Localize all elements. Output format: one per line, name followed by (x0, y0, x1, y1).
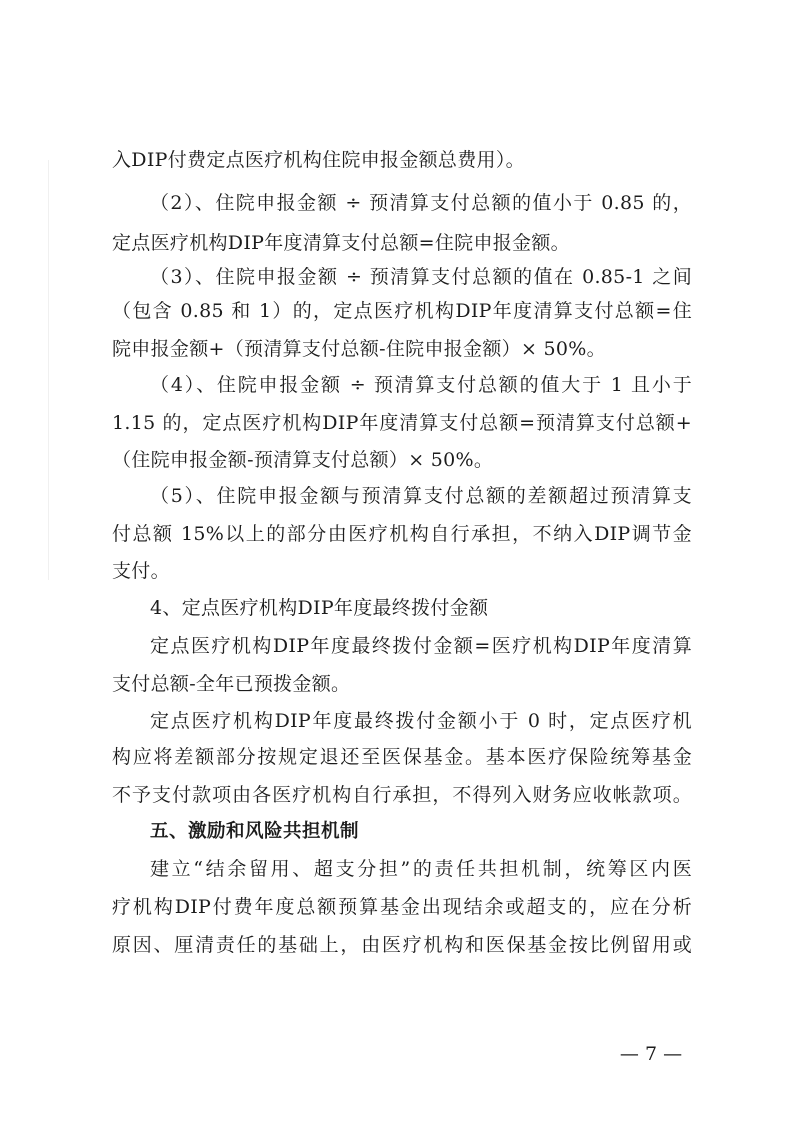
text-line: 入DIP付费定点医疗机构住院申报金额总费用）。 (112, 149, 525, 171)
page-number: — 7 — (619, 1043, 683, 1065)
text-line: （住院申报金额-预清算支付总额）× 50%。 (112, 449, 494, 471)
text-line: 疗机构DIP付费年度总额预算基金出现结余或超支的，应在分析 (112, 896, 692, 918)
text-line: （3）、住院申报金额 ÷ 预清算支付总额的值在 0.85-1 之间 (150, 266, 692, 288)
text-line: 建立“结余留用、超支分担”的责任共担机制，统筹区内医 (150, 858, 692, 880)
text-line: 构应将差额部分按规定退还至医保基金。基本医疗保险统筹基金 (112, 746, 692, 768)
text-line: （5）、住院申报金额与预清算支付总额的差额超过预清算支 (150, 485, 692, 507)
text-line: 支付总额-全年已预拨金额。 (112, 673, 351, 695)
text-line: 定点医疗机构DIP年度最终拨付金额小于 0 时，定点医疗机 (150, 710, 692, 732)
text-line: 支付。 (112, 560, 170, 582)
text-line: 定点医疗机构DIP年度清算支付总额=住院申报金额。 (112, 232, 570, 254)
text-line: 院申报金额+（预清算支付总额-住院申报金额）× 50%。 (112, 338, 606, 360)
text-line: （2）、住院申报金额 ÷ 预清算支付总额的值小于 0.85 的， (150, 192, 692, 214)
text-line: （4）、住院申报金额 ÷ 预清算支付总额的值大于 1 且小于 (150, 374, 692, 396)
text-line: （包含 0.85 和 1）的，定点医疗机构DIP年度清算支付总额=住 (112, 300, 692, 322)
text-line: 定点医疗机构DIP年度最终拨付金额=医疗机构DIP年度清算 (150, 635, 692, 657)
text-line: 不予支付款项由各医疗机构自行承担，不得列入财务应收帐款项。 (112, 784, 692, 806)
text-line: 原因、厘清责任的基础上，由医疗机构和医保基金按比例留用或 (112, 934, 692, 956)
text-line: 1.15 的，定点医疗机构DIP年度清算支付总额=预清算支付总额+ (112, 412, 692, 434)
text-line: 付总额 15%以上的部分由医疗机构自行承担，不纳入DIP调节金 (112, 523, 692, 545)
section-subheading: 4、定点医疗机构DIP年度最终拨付金额 (150, 597, 489, 619)
scan-crease (48, 160, 49, 580)
section-heading: 五、激励和风险共担机制 (150, 821, 360, 842)
